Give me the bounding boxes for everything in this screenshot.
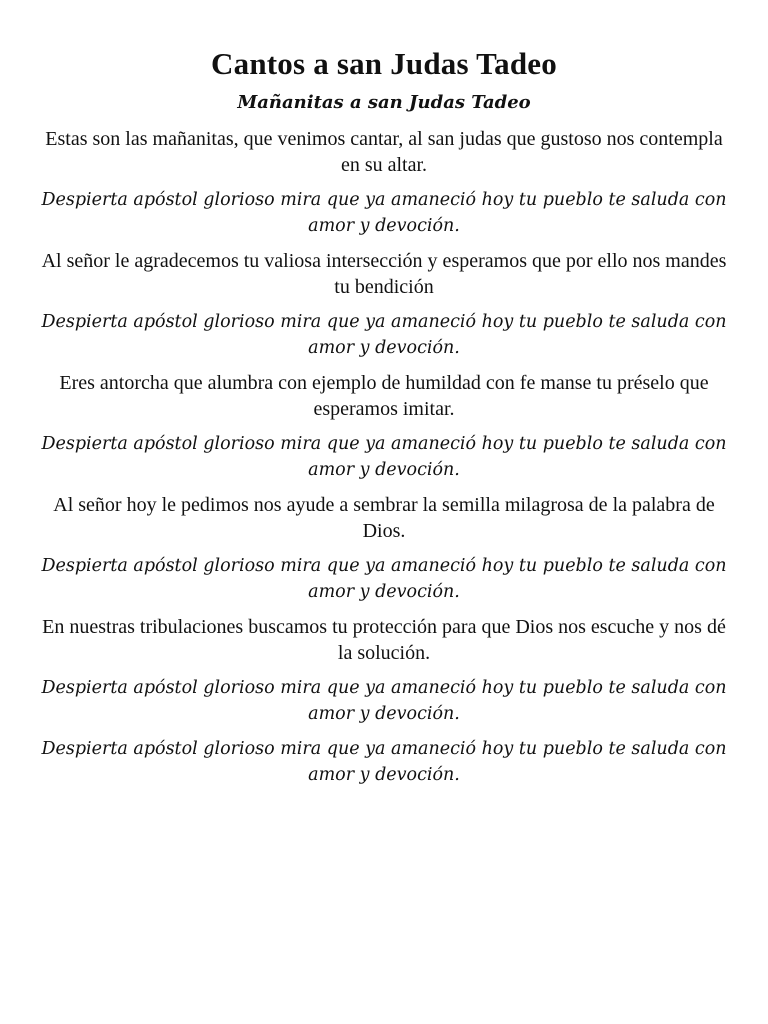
stanza-3: Eres antorcha que alumbra con ejemplo de humildad con fe manse tu préselo que esperamos imitar. [59,372,709,420]
chorus-6: Despierta apóstol glorioso mira que ya amaneció hoy tu pueblo te saluda con amor y devoción. [41,739,727,785]
stanza-5: En nuestras tribulaciones buscamos tu protección para que Dios nos escuche y nos dé la solución. [42,616,726,664]
stanza-2: Al señor le agradecemos tu valiosa intersección y esperamos que por ello nos mandes tu bendición [41,250,727,298]
chorus-2: Despierta apóstol glorioso mira que ya amaneció hoy tu pueblo te saluda con amor y devoción. [41,312,727,358]
chorus-5: Despierta apóstol glorioso mira que ya amaneció hoy tu pueblo te saluda con amor y devoción. [41,678,727,724]
stanza-4: Al señor hoy le pedimos nos ayude a sembrar la semilla milagrosa de la palabra de Dios. [53,494,715,542]
stanza-1: Estas son las mañanitas, que venimos cantar, al san judas que gustoso nos contempla en su altar. [45,128,723,176]
chorus-4: Despierta apóstol glorioso mira que ya amaneció hoy tu pueblo te saluda con amor y devoción. [41,556,727,602]
chorus-3: Despierta apóstol glorioso mira que ya amaneció hoy tu pueblo te saluda con amor y devoción. [41,434,727,480]
document-subtitle: Mañanitas a san Judas Tadeo [237,92,531,113]
document-title: Cantos a san Judas Tadeo [211,46,557,81]
chorus-1: Despierta apóstol glorioso mira que ya amaneció hoy tu pueblo te saluda con amor y devoción. [41,190,727,236]
song-lyrics [38,126,730,788]
